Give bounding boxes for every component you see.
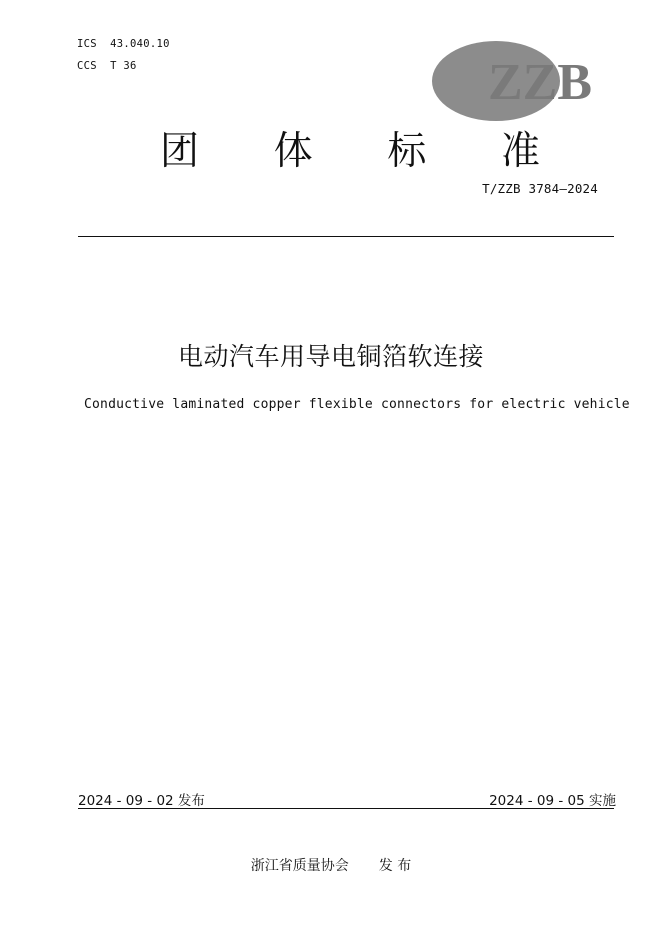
issuer-line — [0, 855, 662, 875]
issuer-action: 发 布 — [378, 858, 412, 874]
bottom-divider — [78, 808, 614, 809]
zzb-logo — [430, 38, 620, 124]
standard-type-char: 团 — [160, 129, 200, 174]
document-title-chinese: 电动汽车用导电铜箔软连接 — [177, 342, 484, 371]
implement-date: 2024 - 09 - 05 实施 — [489, 793, 616, 809]
standard-type-heading — [160, 128, 540, 176]
ccs-code: CCS T 36 — [77, 60, 137, 72]
top-divider — [78, 236, 614, 237]
logo-text: ZZB — [488, 54, 593, 111]
standard-type-char: 准 — [500, 129, 540, 174]
standard-type-char: 体 — [273, 129, 313, 174]
publish-date: 2024 - 09 - 02 发布 — [78, 793, 205, 809]
standard-type-char: 标 — [387, 129, 427, 174]
standard-number: T/ZZB 3784—2024 — [482, 181, 598, 196]
ics-code: ICS 43.040.10 — [77, 38, 170, 50]
issuer-organization: 浙江省质量协会 — [250, 858, 349, 874]
document-title-english: Conductive laminated copper flexible connectors for electric vehicle — [84, 397, 630, 412]
